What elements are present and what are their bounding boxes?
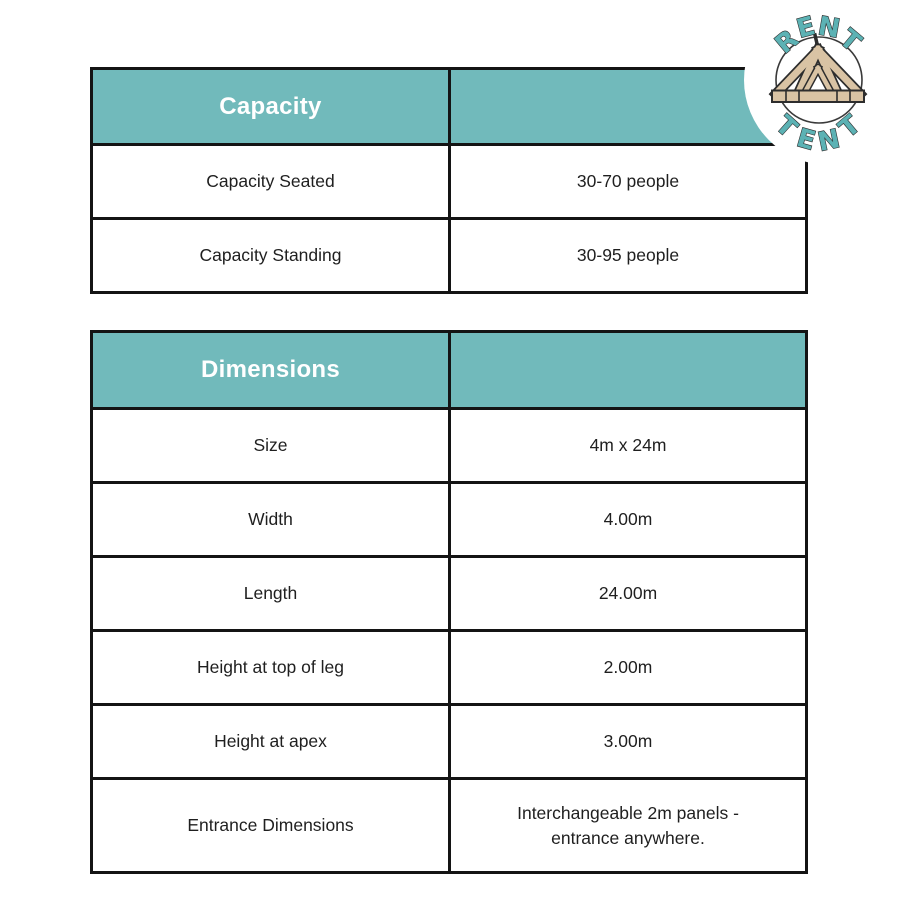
table-row [92, 705, 807, 779]
table-row [92, 483, 807, 557]
capacity-header-row [92, 69, 807, 145]
capacity-table [90, 67, 808, 294]
dimensions-header-row [92, 332, 807, 409]
svg-text:R: R [769, 24, 805, 60]
dimensions-table [90, 330, 808, 874]
row-label: Height at apex [92, 705, 450, 779]
row-value: 4.00m [450, 483, 807, 557]
rent-tent-logo [702, 0, 900, 186]
svg-text:N: N [815, 124, 843, 158]
row-label: Length [92, 557, 450, 631]
row-label: Size [92, 409, 450, 483]
row-label: Capacity Standing [92, 219, 450, 293]
svg-text:E: E [793, 123, 819, 157]
row-value: 3.00m [450, 705, 807, 779]
row-value: 30-95 people [450, 219, 807, 293]
svg-text:T: T [833, 109, 867, 145]
row-value [450, 779, 807, 873]
table-row [92, 631, 807, 705]
row-label: Width [92, 483, 450, 557]
table-row [92, 219, 807, 293]
dimensions-header-empty-cell [450, 332, 807, 409]
row-value: 24.00m [450, 557, 807, 631]
svg-text:N: N [815, 11, 843, 45]
row-value: 30-70 people [450, 145, 807, 219]
table-row [92, 145, 807, 219]
row-label: Capacity Seated [92, 145, 450, 219]
row-value-text: Interchangeable 2m panels - entrance anywhere. [517, 803, 739, 848]
row-label: Entrance Dimensions [92, 779, 450, 873]
svg-text:E: E [793, 11, 819, 45]
row-value: 4m x 24m [450, 409, 807, 483]
svg-text:T: T [769, 109, 803, 145]
table-row [92, 557, 807, 631]
table-row [92, 779, 807, 873]
row-value: 2.00m [450, 631, 807, 705]
capacity-header-title: Capacity [92, 69, 450, 145]
dimensions-header-title: Dimensions [92, 332, 450, 409]
svg-text:T: T [833, 23, 867, 59]
table-row [92, 409, 807, 483]
row-label: Height at top of leg [92, 631, 450, 705]
